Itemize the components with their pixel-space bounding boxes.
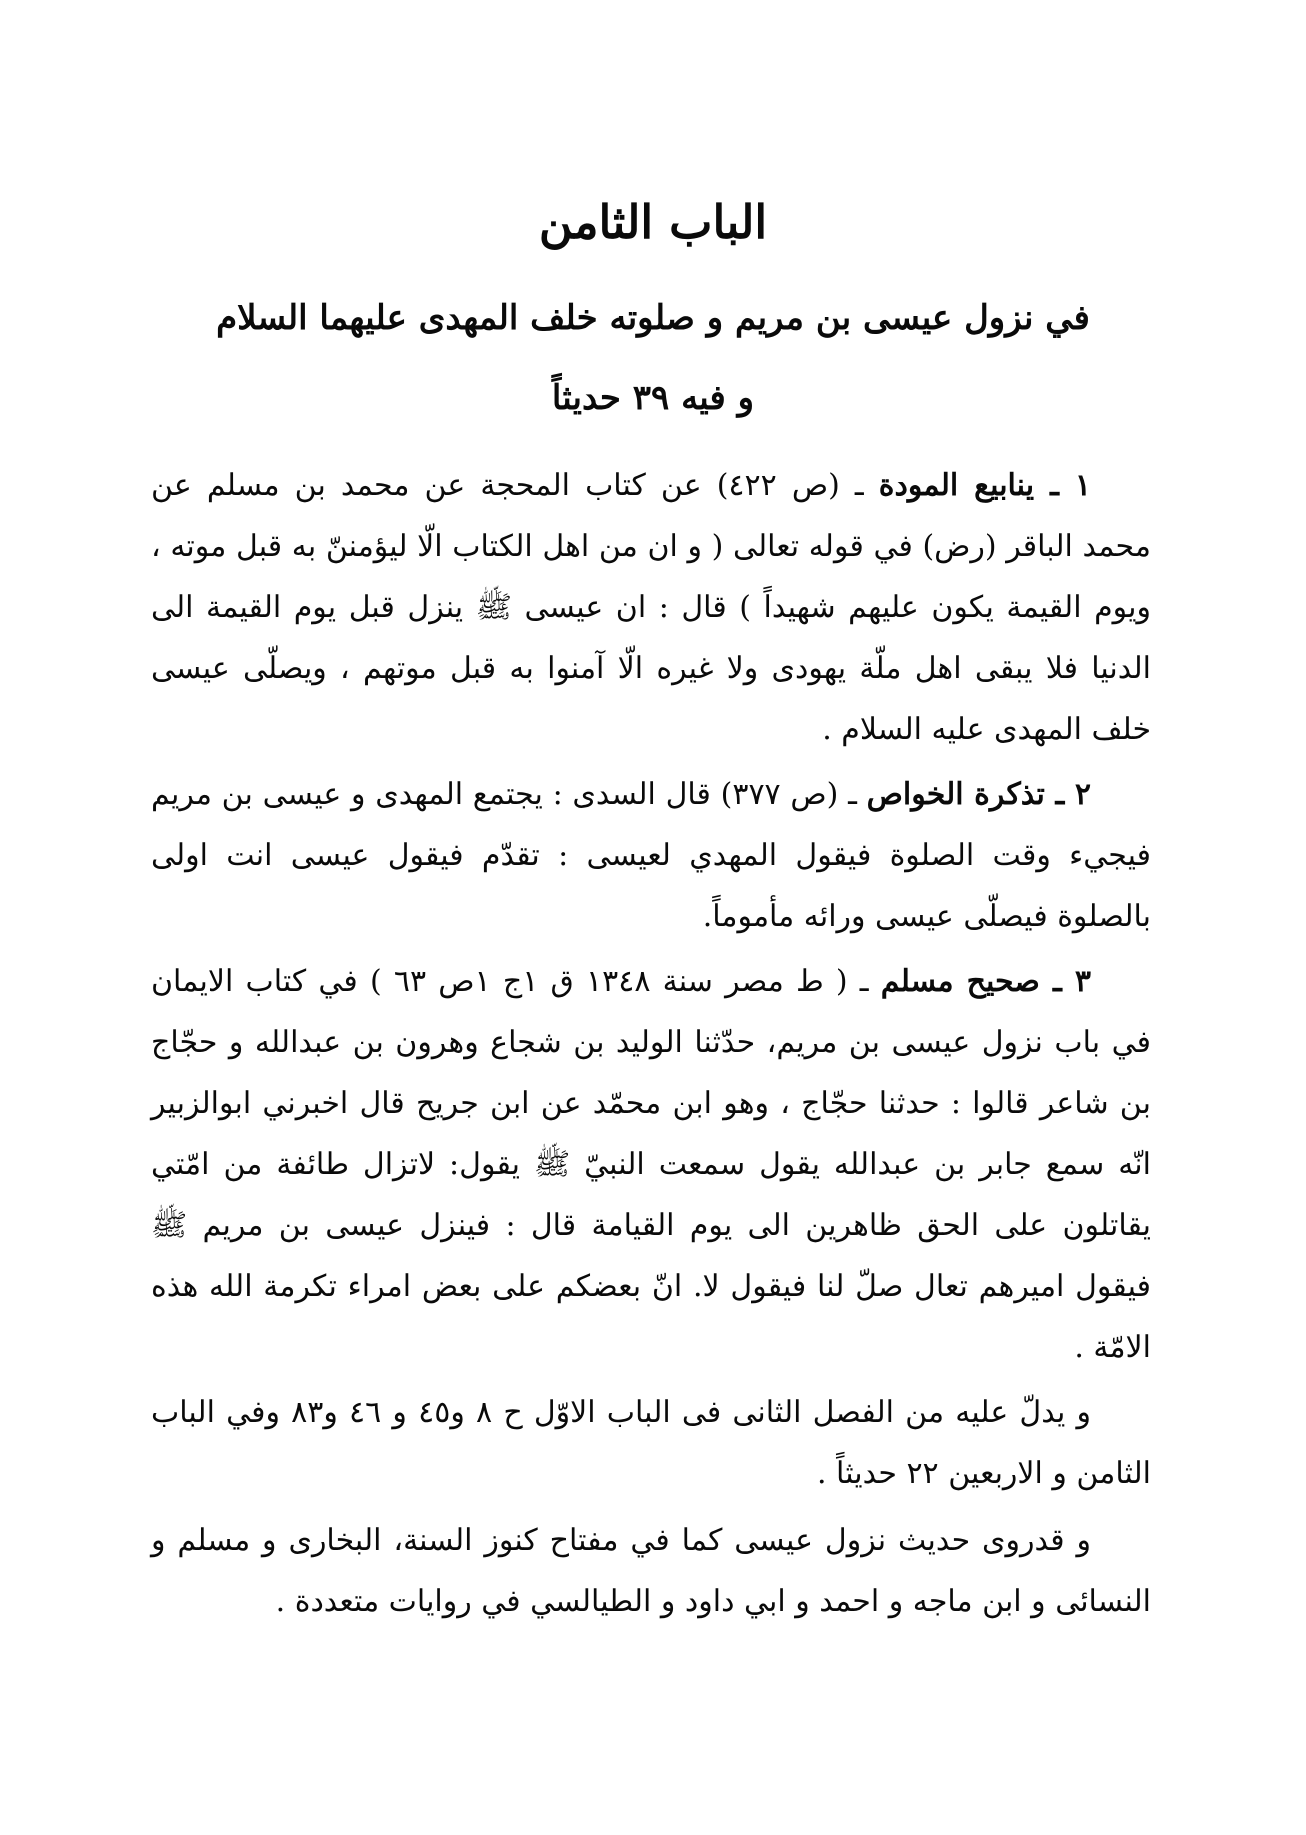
sources-note: و قدروى حديث نزول عيسى كما في مفتاح كنوز السنة، البخارى و مسلم و النسائى و ابن ماجه و احمد و ابي داود و الطيالسي في روايات متعددة . bbox=[151, 1523, 1151, 1619]
hadith-3 bbox=[151, 951, 1151, 1378]
hadith-1-source: ١ ـ ينابيع المودة bbox=[878, 468, 1091, 503]
hadith-3-text: ـ ( ط مصر سنة ١٣٤٨ ق ١ج ١ص ٦٣ ) في كتاب الايمان في باب نزول عيسى بن مريم، حدّثنا الوليد بن شجاع وهرون بن عبدالله و حجّاج بن شاعر قالوا : حدثنا حجّاج ، وهو ابن محمّد عن ابن جريح قال اخبرني ابوالزبير انّه سمع جابر بن عبدالله يقول سمعت النبيّ ﷺ يقول: لاتزال طائفة من امّتي يقاتلون على الحق ظاهرين الى يوم القيامة قال : فينزل عيسى بن مريم ﷺ فيقول اميرهم تعال صلّ لنا فيقول لا. انّ بعضكم على بعض امراء تكرمة الله هذه الامّة . bbox=[151, 964, 1151, 1365]
chapter-body bbox=[151, 455, 1151, 1636]
hadith-3-source: ٣ ـ صحيح مسلم bbox=[880, 964, 1091, 999]
hadith-1-text: ـ (ص ٤٢٢) عن كتاب المحجة عن محمد بن مسلم عن محمد الباقر (رض) في قوله تعالى ( و ان من اهل الكتاب الّا ليؤمننّ به قبل موته ، ويوم القيمة يكون عليهم شهيداً ) قال : ان عيسى ﷺ ينزل قبل يوم القيمة الى الدنيا فلا يبقى اهل ملّة يهودى ولا غيره الّا آمنوا به قبل موتهم ، ويصلّى عيسى خلف المهدى عليه السلام . bbox=[151, 468, 1151, 747]
hadith-count: و فيه ٣٩ حديثاً bbox=[551, 378, 755, 418]
chapter-title: الباب الثامن bbox=[538, 195, 768, 249]
chapter-subtitle: في نزول عيسى بن مريم و صلوته خلف المهدى عليهما السلام bbox=[216, 298, 1090, 338]
hadith-2-text: ـ (ص ٣٧٧) قال السدى : يجتمع المهدى و عيسى بن مريم فيجيء وقت الصلوة فيقول المهدي لعيسى : تقدّم فيقول عيسى انت اولى بالصلوة فيصلّى عيسى ورائه مأموماً. bbox=[151, 777, 1151, 934]
hadith-2 bbox=[151, 764, 1151, 947]
hadith-2-source: ٢ ـ تذكرة الخواص bbox=[866, 777, 1091, 812]
cross-reference-note: و يدلّ عليه من الفصل الثانى فى الباب الاوّل ح ٨ و٤٥ و ٤٦ و٨٣ وفي الباب الثامن و الاربعين ٢٢ حديثاً . bbox=[151, 1395, 1151, 1491]
hadith-1 bbox=[151, 455, 1151, 760]
